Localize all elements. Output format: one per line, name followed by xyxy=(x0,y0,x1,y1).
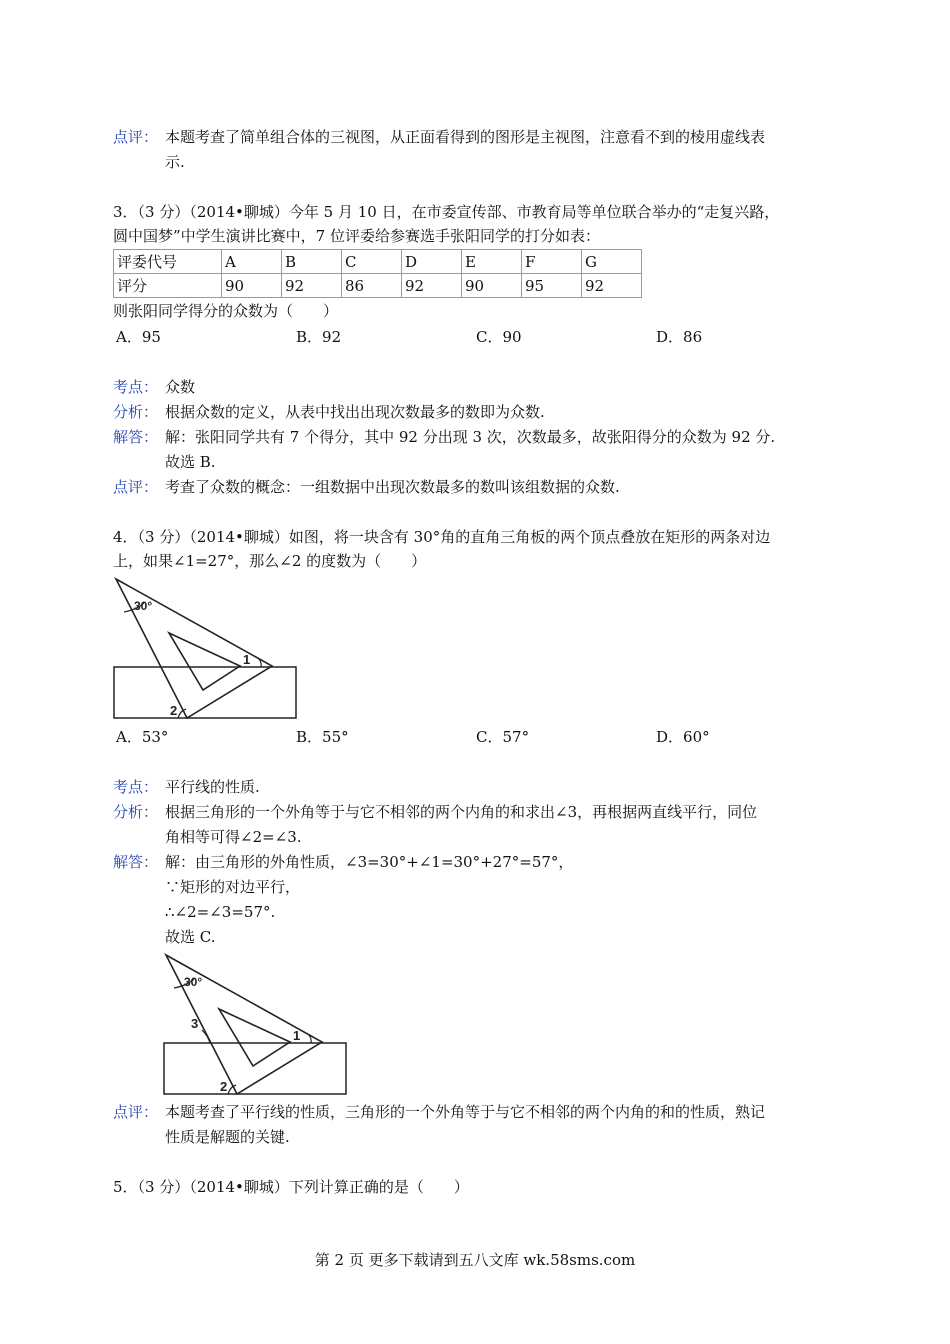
table-row xyxy=(114,250,642,274)
q3-score-table xyxy=(113,249,642,298)
table-cell: 92 xyxy=(402,274,462,298)
q5-stem: 5．（3 分）（2014•聊城）下列计算正确的是（ ） xyxy=(113,1178,469,1196)
q4-dianping-line1: 本题考查了平行线的性质，三角形的一个外角等于与它不相邻的两个内角的和的性质，熟记 xyxy=(165,1103,766,1121)
q3-jieda-line2: 故选 B. xyxy=(165,453,216,471)
q3-kaodian: 众数 xyxy=(165,378,196,396)
q3-jieda-line1: 解：张阳同学共有 7 个得分，其中 92 分出现 3 次，次数最多，故张阳得分的众数为 92 分. xyxy=(165,428,776,446)
table-cell: F xyxy=(522,250,582,274)
q4-jieda-tag: 解答： xyxy=(113,853,159,871)
label-1: 1 xyxy=(243,652,251,667)
q4-stem-line2: 上，如果∠1=27°，那么∠2 的度数为（ ） xyxy=(113,552,427,570)
q3-dianping-tag: 点评： xyxy=(113,478,159,496)
rectangle-shape xyxy=(164,1043,346,1094)
q2-comment-line2: 示. xyxy=(165,153,185,171)
q4-option-d: D．60° xyxy=(656,728,710,746)
q4-kaodian-tag: 考点： xyxy=(113,778,159,796)
q3-dianping: 考查了众数的概念：一组数据中出现次数最多的数叫该组数据的众数. xyxy=(165,478,620,496)
table-cell: 评委代号 xyxy=(114,250,222,274)
table-cell: 评分 xyxy=(114,274,222,298)
label-3: 3 xyxy=(191,1016,199,1031)
table-cell: 92 xyxy=(282,274,342,298)
q3-question: 则张阳同学得分的众数为（ ） xyxy=(113,302,339,320)
q4-option-b: B．55° xyxy=(296,728,349,746)
table-cell: 90 xyxy=(462,274,522,298)
table-cell: 90 xyxy=(222,274,282,298)
rectangle-shape xyxy=(114,667,296,718)
q4-stem-line1: 4．（3 分）（2014•聊城）如图，将一块含有 30°角的直角三角板的两个顶点叠放在矩形的两条对边 xyxy=(113,528,771,546)
label-30: 30° xyxy=(134,599,153,613)
q3-jieda-tag: 解答： xyxy=(113,428,159,446)
table-row xyxy=(114,274,642,298)
q3-fenxi-tag: 分析： xyxy=(113,403,159,421)
table-cell: A xyxy=(222,250,282,274)
q3-option-d: D．86 xyxy=(656,328,703,346)
q3-kaodian-tag: 考点： xyxy=(113,378,159,396)
q4-solution-figure xyxy=(158,948,358,1100)
q3-stem-line2: 圆中国梦”中学生演讲比赛中，7 位评委给参赛选手张阳同学的打分如表： xyxy=(113,227,600,245)
label-1: 1 xyxy=(293,1028,301,1043)
q4-jieda-line3: ∴∠2=∠3=57°. xyxy=(165,903,276,921)
label-2: 2 xyxy=(170,703,178,718)
q3-option-a: A．95 xyxy=(116,328,161,346)
table-cell: 86 xyxy=(342,274,402,298)
q4-dianping-tag: 点评： xyxy=(113,1103,159,1121)
label-2: 2 xyxy=(220,1079,228,1094)
q3-stem-line1: 3．（3 分）（2014•聊城）今年 5 月 10 日，在市委宣传部、市教育局等单位联合举办的“走复兴路， xyxy=(113,203,780,221)
q4-option-a: A．53° xyxy=(116,728,169,746)
q4-option-c: C．57° xyxy=(476,728,530,746)
q4-jieda-line4: 故选 C. xyxy=(165,928,216,946)
table-cell: G xyxy=(582,250,642,274)
page-footer: 第 2 页 更多下载请到五八文库 wk.58sms.com xyxy=(314,1251,636,1269)
q4-dianping-line2: 性质是解题的关键. xyxy=(165,1128,290,1146)
table-cell: C xyxy=(342,250,402,274)
q2-comment-tag: 点评： xyxy=(113,128,159,146)
table-cell: E xyxy=(462,250,522,274)
table-cell: B xyxy=(282,250,342,274)
q4-figure xyxy=(108,572,308,724)
table-cell: 95 xyxy=(522,274,582,298)
q4-fenxi-line1: 根据三角形的一个外角等于与它不相邻的两个内角的和求出∠3，再根据两直线平行，同位 xyxy=(165,803,758,821)
q3-fenxi: 根据众数的定义，从表中找出出现次数最多的数即为众数. xyxy=(165,403,545,421)
q3-option-c: C．90 xyxy=(476,328,522,346)
q4-kaodian: 平行线的性质. xyxy=(165,778,260,796)
label-30: 30° xyxy=(184,975,203,989)
q4-fenxi-line2: 角相等可得∠2=∠3. xyxy=(165,828,302,846)
q4-fenxi-tag: 分析： xyxy=(113,803,159,821)
table-cell: 92 xyxy=(582,274,642,298)
q4-jieda-line2: ∵矩形的对边平行， xyxy=(165,878,301,896)
q2-comment-line1: 本题考查了简单组合体的三视图，从正面看得到的图形是主视图，注意看不到的棱用虚线表 xyxy=(165,128,766,146)
q4-jieda-line1: 解：由三角形的外角性质，∠3=30°+∠1=30°+27°=57°， xyxy=(165,853,574,871)
table-cell: D xyxy=(402,250,462,274)
q3-option-b: B．92 xyxy=(296,328,342,346)
